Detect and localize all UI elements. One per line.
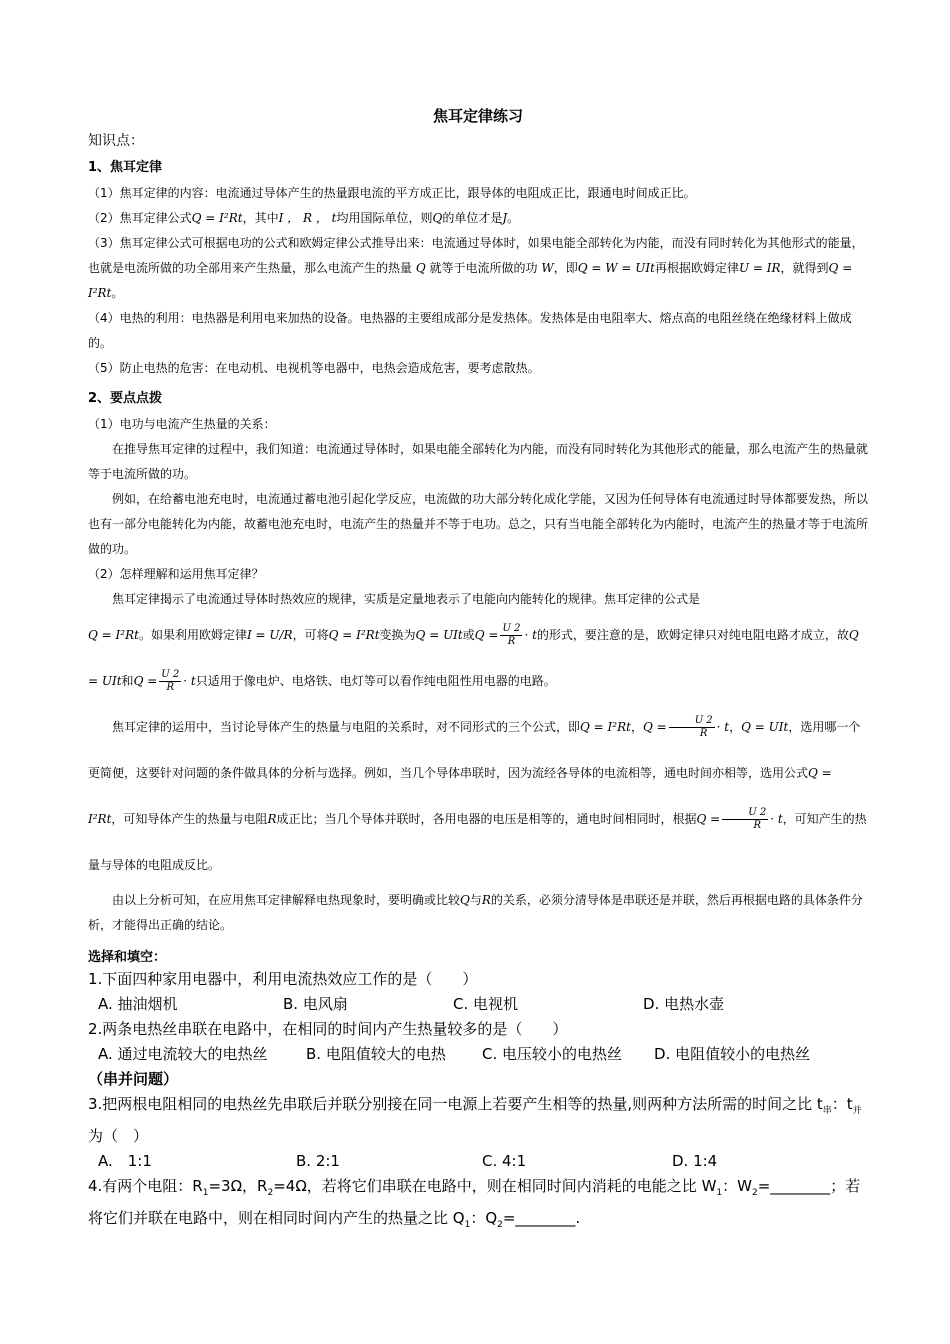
page-title: 焦耳定律练习 bbox=[432, 107, 523, 125]
question-3: 3.把两根电阻相同的电热丝先串联后并联分别接在同一电源上若要产生相等的热量,则两种方法所需的时间之比 $t_串$：$t_并$为（ ） bbox=[88, 1095, 862, 1145]
knowledge-label: 知识点： bbox=[88, 133, 144, 149]
question-2-options bbox=[88, 1042, 868, 1067]
sec1-p2: （2）焦耳定律公式Q = I²Rt，其中I ， R ， t均用国际单位，则Q的单位才是J。 bbox=[88, 211, 520, 225]
sec2-s2-p2: 焦耳定律的运用中，当讨论导体产生的热量与电阻的关系时，对不同形式的三个公式，即Q = I²Rt，Q = $\frac{U 2}{R}$ · t，Q = UIt，选用哪一个更简便，这要针对问题的条件做具体的分析与选择。例如，当几个导体串联时，因为流经各导体的电流相等，通电时间亦相等，选用公式Q = I²Rt，可知导体产生的热量与电阻R成正比；当几个导体并联时，各用电器的电压是相等的，通电时间相同时，根据Q = $\frac{U 2}{R}$ · t，可知产生的热量与导体的电阻成反比。 bbox=[88, 715, 867, 872]
question-3-options bbox=[88, 1149, 868, 1174]
sec1-p5: （5）防止电热的危害：在电动机、电视机等电器中，电热会造成危害，要考虑散热。 bbox=[88, 361, 540, 375]
question-2: 2.两条电热丝串联在电路中，在相同的时间内产生热量较多的是（ ） bbox=[88, 1020, 568, 1038]
option-c[interactable]: C. 电压较小的电热丝 bbox=[482, 1045, 623, 1063]
sec2-s1-p2: 例如，在给蓄电池充电时，电流通过蓄电池引起化学反应，电流做的功大部分转化成化学能，又因为任何导体有电流通过时导体都要发热，所以也有一部分电能转化为内能，故蓄电池充电时，电流产生的热量并不等于电功。总之，只有当电能全部转化为内能时，电流产生的热量才等于电流所做的功。 bbox=[88, 492, 869, 556]
sec2-s2-p3: 由以上分析可知，在应用焦耳定律解释电热现象时，要明确或比较Q与R的关系，必须分清导体是串联还是并联，然后再根据电路的具体条件分析，才能得出正确的结论。 bbox=[88, 893, 863, 932]
question-1-options bbox=[88, 992, 868, 1017]
sec1-p1: （1）焦耳定律的内容：电流通过导体产生的热量跟电流的平方成正比，跟导体的电阻成正比，跟通电时间成正比。 bbox=[88, 186, 696, 200]
question-1: 1.下面四种家用电器中，利用电流热效应工作的是（ ） bbox=[88, 970, 478, 988]
sec2-s1: （1）电功与电流产生热量的关系： bbox=[88, 417, 276, 431]
option-b[interactable]: B. 电风扇 bbox=[283, 995, 348, 1013]
option-a[interactable]: A. 1:1 bbox=[98, 1152, 152, 1170]
option-b[interactable]: B. 电阻值较大的电热 bbox=[306, 1045, 446, 1063]
sec1-p3: （3）焦耳定律公式可根据电功的公式和欧姆定律公式推导出来：电流通过导体时，如果电能全部转化为内能，而没有同时转化为其他形式的能量，也就是电流所做的功全部用来产生热量，那么电流产生的热量 Q 就等于电流所做的功 W，即Q = W = UIt再根据欧姆定律U = IR，就得到Q = I²Rt。 bbox=[88, 236, 864, 300]
sec2-s1-p1: 在推导焦耳定律的过程中，我们知道：电流通过导体时，如果电能全部转化为内能，而没有同时转化为其他形式的能量，那么电流产生的热量就等于电流所做的功。 bbox=[88, 442, 869, 481]
sec2-s2: （2）怎样理解和运用焦耳定律？ bbox=[88, 567, 264, 581]
questions-heading: 选择和填空： bbox=[88, 950, 167, 965]
group-label: （串并问题） bbox=[88, 1070, 179, 1088]
section-2-heading: 2、要点点拨 bbox=[88, 391, 163, 406]
fraction-u2-over-r: $\frac{U 2}{R}$ bbox=[722, 807, 768, 832]
sec1-p4: （4）电热的利用：电热器是利用电来加热的设备。电热器的主要组成部分是发热体。发热体是由电阻率大、熔点高的电阻丝绕在绝缘材料上做成的。 bbox=[88, 311, 852, 350]
option-c[interactable]: C. 4:1 bbox=[482, 1152, 527, 1170]
sec2-s2-p1: 焦耳定律揭示了电流通过导体时热效应的规律，实质是定量地表示了电能向内能转化的规律。焦耳定律的公式是 bbox=[112, 592, 701, 606]
fraction-u2-over-r: $\frac{U 2}{R}$ bbox=[161, 669, 180, 693]
option-a[interactable]: A. 通过电流较大的电热丝 bbox=[98, 1045, 268, 1063]
option-d[interactable]: D. 电阻值较小的电热丝 bbox=[654, 1045, 811, 1063]
fraction-u2-over-r: $\frac{U 2}{R}$ bbox=[669, 715, 715, 740]
fraction-u2-over-r: $\frac{U 2}{R}$ bbox=[502, 623, 521, 647]
document-page bbox=[88, 95, 868, 1238]
section-1-heading: 1、焦耳定律 bbox=[88, 160, 163, 175]
option-c[interactable]: C. 电视机 bbox=[453, 995, 519, 1013]
question-4: 4.有两个电阻：$R_1=3\Omega$，$R_2=4\Omega$，若将它们串联在电路中，则在相同时间内消耗的电能之比 $W_1$：$W_2=\_\_\_\_\_\_\_\_$；若将它们并联在电路中，则在相同时间内产生的热量之比 $Q_1$：$Q_2=\_\_\_\_\_\_\_\_$. bbox=[88, 1177, 861, 1230]
option-d[interactable]: D. 电热水壶 bbox=[643, 995, 725, 1013]
option-a[interactable]: A. 抽油烟机 bbox=[98, 995, 178, 1013]
sec2-s2-formulas: Q = I²Rt。如果利用欧姆定律I = U/R，可将Q = I²Rt变换为Q = UIt或Q = $\frac{U 2}{R}$ · t的形式，要注意的是，欧姆定律只对纯电阻电路才成立，故Q = UIt和Q = $\frac{U 2}{R}$ · t只适用于像电炉、电烙铁、电灯等可以看作纯电阻性用电器的电路。 bbox=[88, 623, 859, 693]
option-d[interactable]: D. 1:4 bbox=[672, 1152, 718, 1170]
option-b[interactable]: B. 2:1 bbox=[296, 1152, 340, 1170]
